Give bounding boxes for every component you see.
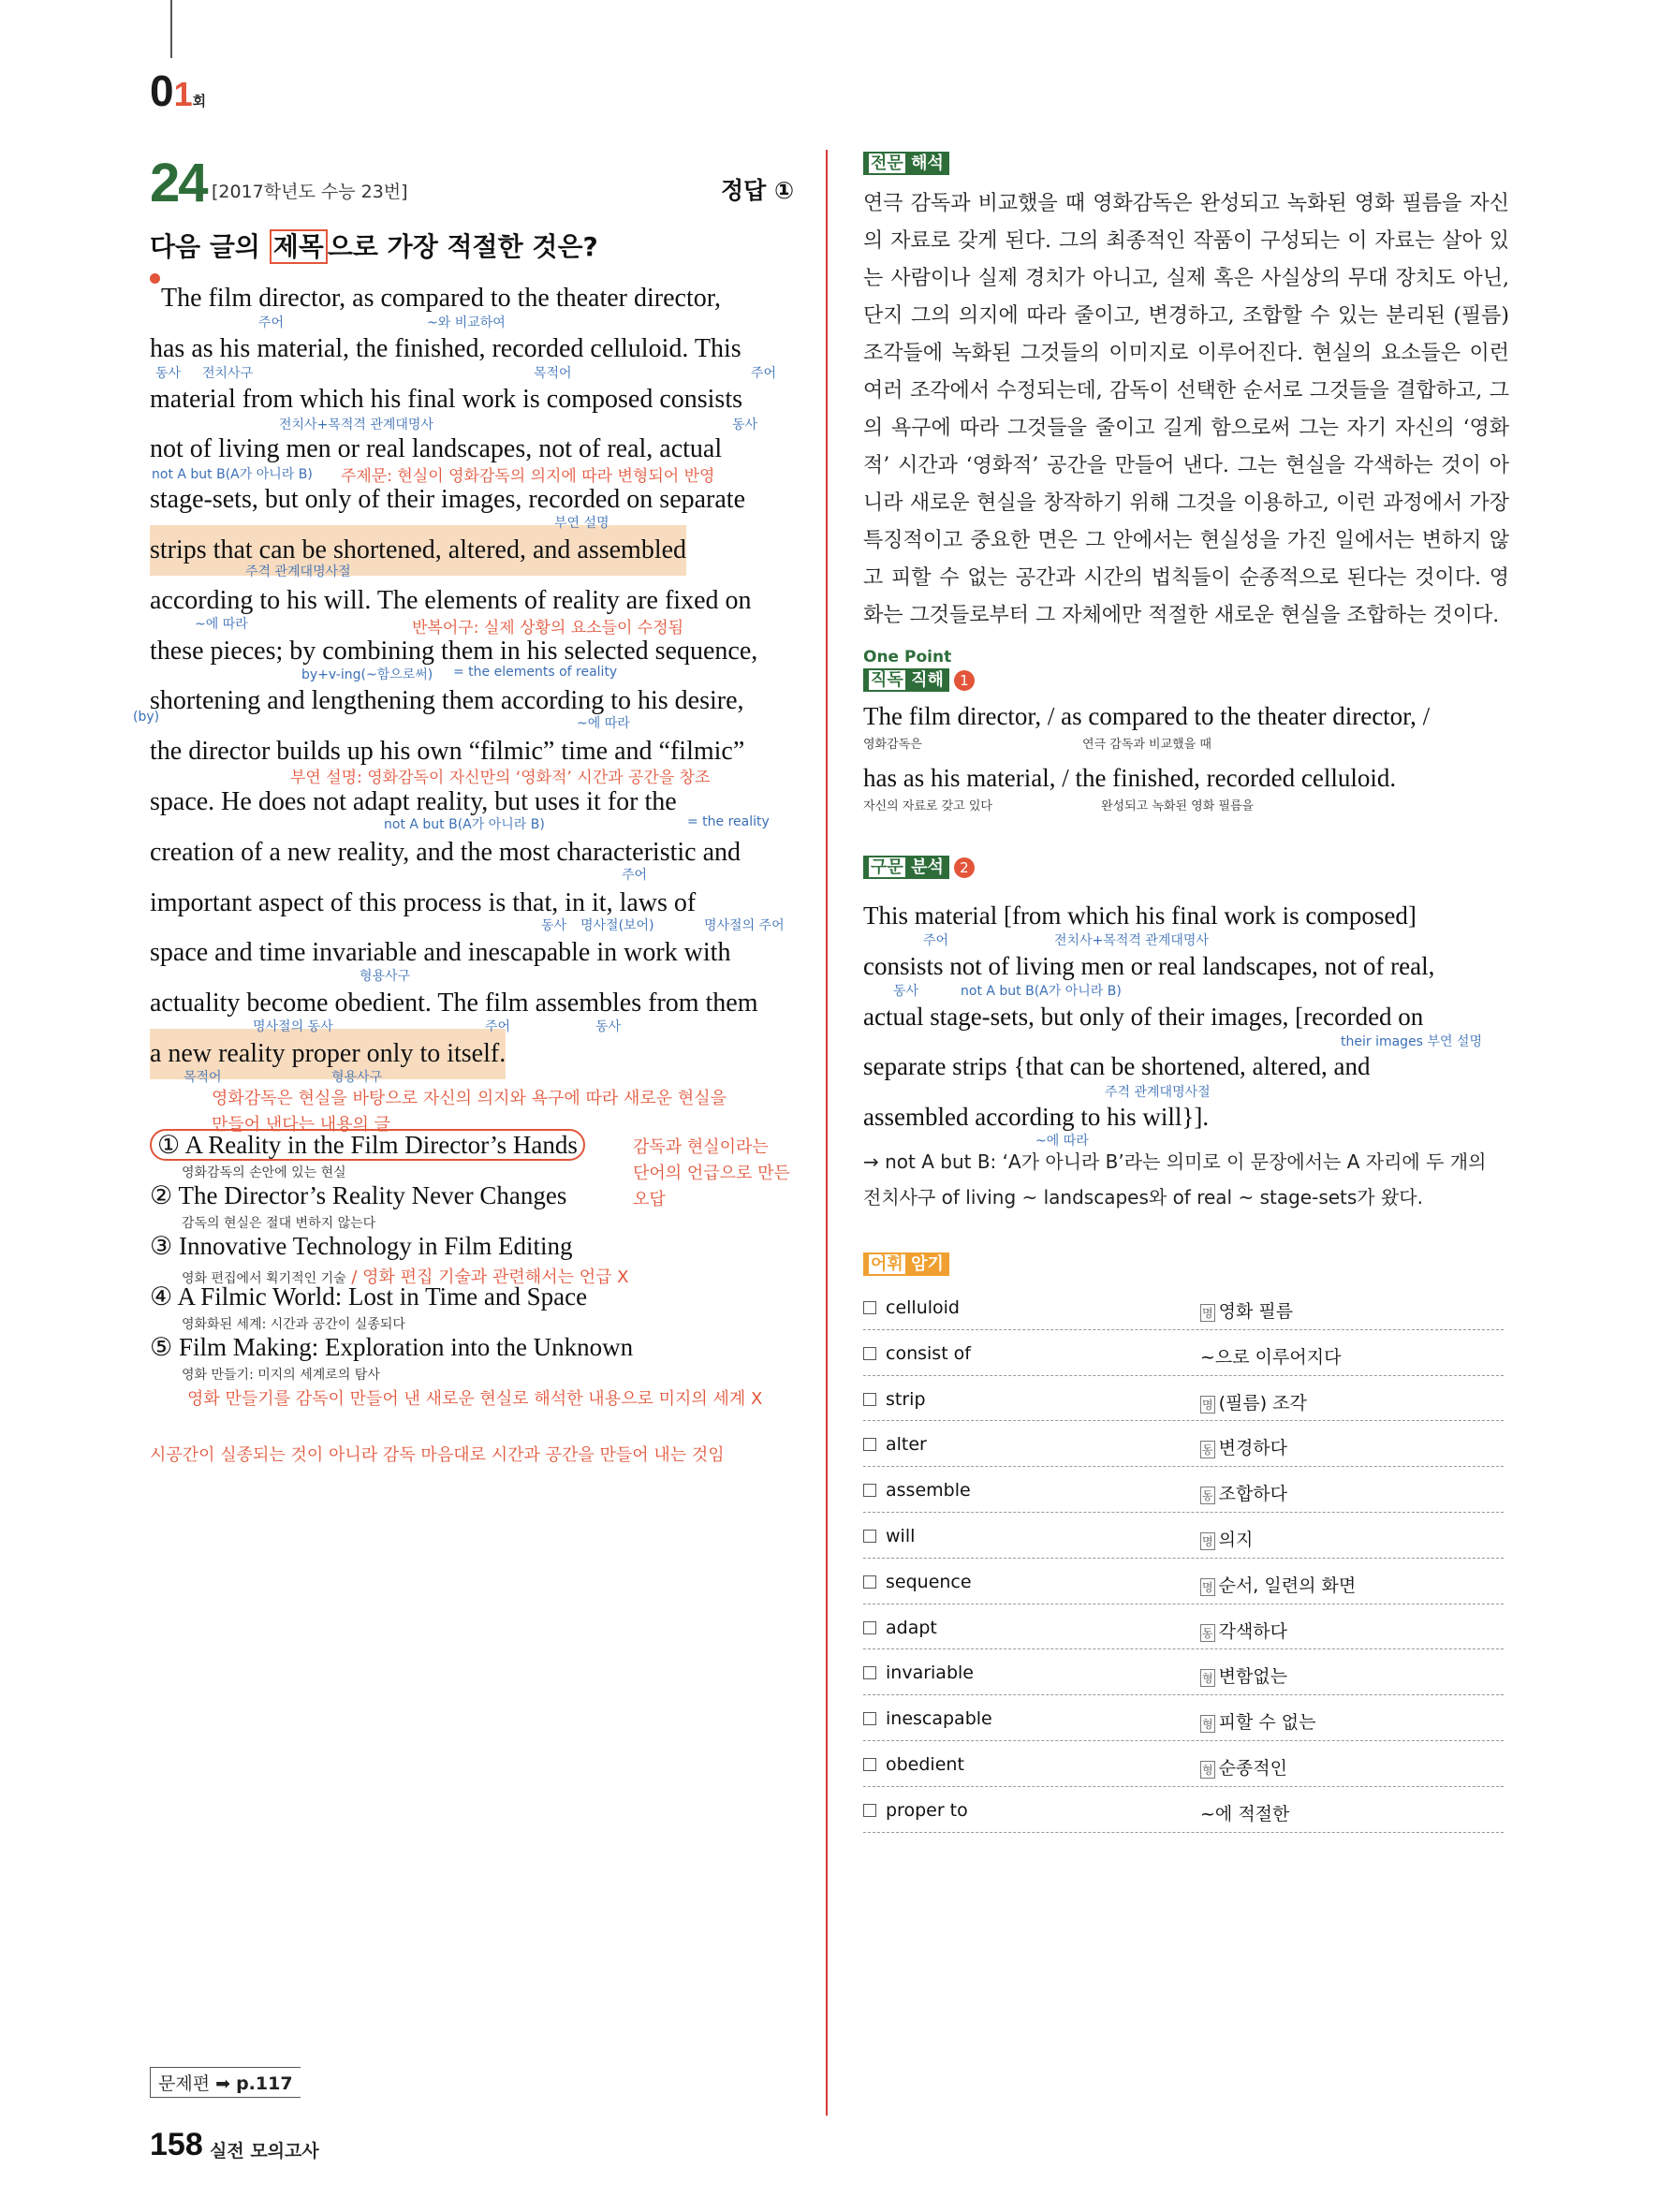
passage-line: creation of a new reality, and the most characteristic and xyxy=(150,837,741,867)
syntax-line: consists not of living men or real landscapes, not of real, xyxy=(863,951,1435,980)
vocab-row[interactable] xyxy=(863,1787,1504,1833)
round-number: 01회 xyxy=(150,66,207,115)
grammar-note: 전치사구 xyxy=(202,366,254,381)
grammar-note: 주어 xyxy=(485,1019,511,1034)
grammar-note: 목적어 xyxy=(534,366,572,381)
vocab-row[interactable] xyxy=(863,1330,1504,1376)
section-label xyxy=(863,668,949,692)
vocab-meaning: 영화 필름 xyxy=(1218,1301,1294,1322)
vocab-word: consist of xyxy=(863,1343,971,1364)
vocab-meaning: (필름) 조각 xyxy=(1218,1392,1307,1414)
question-title: 다음 글의 제목 으로 가장 적절한 것은? xyxy=(150,231,598,262)
page-label: 실전 모의고사 xyxy=(210,2141,319,2161)
part-of-speech-badge: 명 xyxy=(1200,1304,1215,1322)
syntax-label xyxy=(863,854,975,878)
vocab-meaning: 변경하다 xyxy=(1218,1438,1288,1459)
grammar-note: = the reality xyxy=(687,814,770,829)
passage-line: space. He does not adapt reality, but uses it for the xyxy=(150,786,677,816)
distractor-comment-line: 감독과 현실이라는 xyxy=(633,1137,769,1157)
direct-gloss: 영화감독은 xyxy=(863,738,922,752)
grammar-note: 명사절의 주어 xyxy=(704,918,785,933)
vocab-row[interactable] xyxy=(863,1604,1504,1650)
section-label xyxy=(863,152,949,175)
passage-line: according to his will. The elements of reality are fixed on xyxy=(150,585,752,615)
vocab-meaning-wrap xyxy=(1200,1297,1293,1323)
vocab-meaning-wrap xyxy=(1200,1526,1253,1551)
elaboration-comment: 부연 설명: 영화감독이 자신만의 ‘영화적’ 시간과 공간을 창조 xyxy=(290,769,711,787)
direct-gloss: 완성되고 녹화된 영화 필름을 xyxy=(1101,799,1255,813)
grammar-note: 동사 xyxy=(893,984,919,999)
vocab-meaning: 변함없는 xyxy=(1218,1666,1288,1688)
choice4-comment: 시공간이 실종되는 것이 아니라 감독 마음대로 시간과 공간을 만들어 내는 것임 xyxy=(150,1445,725,1465)
distractor-comment xyxy=(633,1135,790,1213)
grammar-note: 동사 xyxy=(541,918,567,933)
vocab-row[interactable] xyxy=(863,1513,1504,1559)
grammar-note: 주어 xyxy=(751,366,777,381)
choice-3[interactable] xyxy=(150,1232,805,1287)
choice-gloss: 영화 만들기: 미지의 세계로의 탐사 xyxy=(182,1368,380,1383)
vocab-meaning-wrap xyxy=(1200,1663,1287,1688)
syntax-explanation: → not A but B: ‘A가 아니라 B’라는 의미로 이 문장에서는 A 자리에 두 개의 전치사구 of living ~ landscapes와 of real ~ stage-sets가 왔다. xyxy=(863,1150,1487,1209)
translation-label xyxy=(863,150,949,174)
vocab-word: invariable xyxy=(863,1663,974,1683)
passage-line: shortening and lengthening them according to his desire, xyxy=(150,686,744,716)
grammar-note: their images 부연 설명 xyxy=(1341,1034,1482,1049)
choice-gloss: 영화화된 세계: 시간과 공간이 실종되다 xyxy=(182,1317,405,1332)
vocab-meaning-wrap xyxy=(1200,1708,1315,1734)
section-label xyxy=(863,1252,949,1276)
grammar-note: 전치사+목적격 관계대명사 xyxy=(279,417,433,432)
repetition-comment: 반복어구: 실제 상황의 요소들이 수정됨 xyxy=(412,619,684,637)
section-label-a: 전문 xyxy=(871,154,903,173)
vocab-word: alter xyxy=(863,1434,927,1455)
syntax-line: actual stage-sets, but only of their images, [recorded on xyxy=(863,1002,1424,1031)
vocab-meaning: ~에 적절한 xyxy=(1200,1803,1290,1824)
vocab-meaning: ~으로 이루어지다 xyxy=(1200,1346,1342,1368)
section-label-b: 분석 xyxy=(911,857,944,877)
column-divider xyxy=(826,150,828,2116)
question-source: [2017학년도 수능 23번] xyxy=(212,182,408,202)
highlighted-text: a new reality proper only to itself. xyxy=(150,1029,506,1079)
grammar-note: 주어 xyxy=(923,933,949,948)
choice5-comment: 영화 만들기를 감독이 만들어 낸 새로운 현실로 해석한 내용으로 미지의 세계 X xyxy=(187,1389,763,1409)
grammar-note: by+v-ing(~함으로써) xyxy=(301,667,433,682)
part-of-speech-badge: 동 xyxy=(1200,1487,1215,1504)
direct-row xyxy=(863,702,1519,764)
vocab-word: assemble xyxy=(863,1480,971,1501)
part-of-speech-badge: 동 xyxy=(1200,1441,1215,1458)
part-of-speech-badge: 동 xyxy=(1200,1624,1215,1642)
grammar-note: not A but B(A가 아니라 B) xyxy=(152,467,313,482)
grammar-note: 명사절의 동사 xyxy=(253,1019,333,1034)
top-rule xyxy=(170,0,172,58)
part-of-speech-badge: 형 xyxy=(1200,1761,1215,1779)
syntax-line: assembled according to his will}]. xyxy=(863,1103,1210,1132)
one-point-label: One Point xyxy=(863,648,952,667)
syntax-line: This material [from which his final work is composed] xyxy=(863,901,1417,930)
passage-line: actuality become obedient. The film assembles from them xyxy=(150,989,758,1018)
vocab-meaning-wrap xyxy=(1200,1389,1307,1414)
vocab-row[interactable] xyxy=(863,1559,1504,1604)
grammar-note: not A but B(A가 아니라 B) xyxy=(961,984,1122,999)
syntax-sentence xyxy=(863,891,1504,1143)
grammar-note: ~에 따라 xyxy=(577,716,630,731)
vocab-row[interactable] xyxy=(863,1284,1504,1330)
grammar-note: 주격 관계대명사절 xyxy=(1105,1085,1211,1100)
section-label xyxy=(863,856,949,879)
direct-reading-label xyxy=(863,667,975,691)
vocab-word: proper to xyxy=(863,1800,968,1821)
choice-4[interactable] xyxy=(150,1282,805,1333)
topic-comment: 주제문: 현실이 영화감독의 의지에 따라 변형되어 반영 xyxy=(341,467,715,486)
vocab-word: strip xyxy=(863,1389,926,1410)
grammar-note: 전치사+목적격 관계대명사 xyxy=(1054,933,1209,948)
answer-label: 정답 ① xyxy=(721,177,795,204)
vocab-meaning: 순서, 일련의 화면 xyxy=(1218,1575,1357,1596)
grammar-note: ~에 따라 xyxy=(195,617,248,632)
passage-text: stage-sets, but only of their images, recorded on separate xyxy=(150,485,746,515)
vocab-row[interactable] xyxy=(863,1376,1504,1422)
choice-comment: / 영화 편집 기술과 관련해서는 언급 X xyxy=(345,1267,629,1287)
choice-gloss: 영화감독의 손안에 있는 현실 xyxy=(182,1165,346,1180)
choice-label: ⑤ Film Making: Exploration into the Unknown xyxy=(150,1333,634,1361)
grammar-note: 주어 xyxy=(622,868,648,883)
syntax-line: separate strips {that can be shortened, altered, and xyxy=(863,1052,1371,1081)
grammar-note: 동사 xyxy=(595,1019,622,1034)
ref-page: p.117 xyxy=(236,2073,293,2094)
grammar-note: ~와 비교하여 xyxy=(427,315,506,330)
vocab-meaning: 의지 xyxy=(1218,1529,1254,1550)
vocab-word: celluloid xyxy=(863,1297,960,1318)
vocab-label xyxy=(863,1251,949,1275)
summary-comment-line: 영화감독은 현실을 바탕으로 자신의 의지와 욕구에 따라 새로운 현실을 xyxy=(212,1089,727,1108)
vocab-row[interactable] xyxy=(863,1695,1504,1741)
choice-label: ④ A Filmic World: Lost in Time and Space xyxy=(150,1282,588,1311)
part-of-speech-badge: 명 xyxy=(1200,1532,1215,1550)
choice-gloss: 감독의 현실은 절대 변하지 않는다 xyxy=(182,1216,376,1231)
choice-5[interactable] xyxy=(150,1333,805,1384)
grammar-note: 동사 xyxy=(155,366,182,381)
passage-line xyxy=(150,1029,788,1079)
part-of-speech-badge: 형 xyxy=(1200,1669,1215,1687)
vocab-word: inescapable xyxy=(863,1708,992,1729)
choice-label: ② The Director’s Reality Never Changes xyxy=(150,1181,567,1209)
distractor-comment-line: 오답 xyxy=(633,1190,666,1209)
vocab-meaning-wrap xyxy=(1200,1572,1356,1597)
grammar-note: 주격 관계대명사절 xyxy=(245,564,351,579)
translation-text: 연극 감독과 비교했을 때 영화감독은 완성되고 녹화된 영화 필름을 자신의 자료로 갖게 된다. 그의 최종적인 작품이 구성되는 이 자료는 살아 있는 사람이나 실제 경치가 아니고, 실제 혹은 사실상의 무대 장치도 아닌, 단지 그의 의지에 따라 줄이고, 변경하고, 조합할 수 있는 분리된 (필름) 조각들에 녹화된 그것들의 이미지로 이루어진다. 현실의 요소들은 이런 여러 조각에서 수정되는데, 감독이 선택한 순서로 그것들을 결합하고, 그의 욕구에 따라 그것들을 줄이고 길게 함으로써 그는 자기 자신의 ‘영화적’ 시간과 ‘영화적’ 공간을 만들어 낸다. 그는 현실을 각색하는 것이 아니라 새로운 현실을 창작하기 위해 그것을 이용하고, 이런 과정에서 가장 특징적이고 중요한 면은 그 안에서는 현실성을 가진 일에서는 변하지 않고 피할 수 없는 공간과 시간의 법칙들이 순종적으로 된다는 것이다. 영화는 그것들로부터 그 자체에만 적절한 새로운 현실을 조합하는 것이다. xyxy=(863,192,1509,627)
vocab-meaning: 순종적인 xyxy=(1218,1757,1288,1779)
vocab-row[interactable] xyxy=(863,1741,1504,1787)
highlighted-text: strips that can be shortened, altered, and assembled xyxy=(150,525,686,576)
passage-line: material from which his final work is composed consists xyxy=(150,384,742,414)
grammar-note: 주어 xyxy=(258,315,285,330)
distractor-comment-line: 단어의 언급으로 만든 xyxy=(633,1164,790,1183)
vocab-list xyxy=(863,1284,1504,1833)
problem-page-ref[interactable] xyxy=(150,2067,301,2098)
summary-comment-line: 만들어 낸다는 내용의 글 xyxy=(212,1115,391,1135)
vocab-row[interactable] xyxy=(863,1421,1504,1467)
passage-line: has as his material, the finished, recorded celluloid. This xyxy=(150,333,741,363)
choice-label: ① A Reality in the Film Director’s Hands xyxy=(150,1129,585,1161)
vocab-meaning-wrap xyxy=(1200,1800,1289,1825)
point-number-icon: 2 xyxy=(954,857,975,878)
vocab-meaning-wrap xyxy=(1200,1343,1341,1369)
direct-gloss: 연극 감독과 비교했을 때 xyxy=(1082,738,1211,752)
passage-line: these pieces; by combining them in his selected sequence, xyxy=(150,636,758,666)
grammar-note: not A but B(A가 아니라 B) xyxy=(384,817,545,832)
choice-label: ③ Innovative Technology in Film Editing xyxy=(150,1232,573,1260)
vocab-meaning-wrap xyxy=(1200,1480,1287,1505)
section-label-b: 직해 xyxy=(911,670,944,690)
vocab-word: obedient xyxy=(863,1754,964,1775)
section-label-a: 직독 xyxy=(871,670,903,690)
vocab-row[interactable] xyxy=(863,1467,1504,1513)
section-label-b: 암기 xyxy=(911,1254,944,1274)
vocab-meaning: 조합하다 xyxy=(1218,1484,1288,1505)
vocab-meaning: 피할 수 없는 xyxy=(1218,1712,1316,1734)
grammar-note: (by) xyxy=(133,710,160,725)
direct-text: has as his material, / the finished, recorded celluloid. xyxy=(863,764,1397,792)
grammar-note: = the elements of reality xyxy=(453,665,618,680)
passage-line: space and time invariable and inescapable in work with xyxy=(150,938,731,968)
part-of-speech-badge: 형 xyxy=(1200,1715,1215,1733)
passage-line: the director builds up his own “filmic” time and “filmic” xyxy=(150,737,745,767)
vocab-row[interactable] xyxy=(863,1649,1504,1695)
direct-gloss: 자신의 자료로 갖고 있다 xyxy=(863,799,992,813)
passage-line: important aspect of this process is that, in it, laws of xyxy=(150,887,697,917)
choice-gloss: 영화 편집에서 획기적인 기술 xyxy=(182,1271,346,1286)
vocab-word: sequence xyxy=(863,1572,972,1592)
vocab-meaning-wrap xyxy=(1200,1434,1287,1459)
grammar-note: 동사 xyxy=(732,417,758,432)
arrow-right-icon: ➡ xyxy=(215,2073,231,2094)
direct-reading xyxy=(863,702,1519,826)
section-label-b: 해석 xyxy=(911,154,944,173)
grammar-note: 형용사구 xyxy=(360,969,411,984)
sentence-marker-icon xyxy=(150,273,160,284)
grammar-note: ~에 따라 xyxy=(1035,1134,1089,1149)
vocab-word: adapt xyxy=(863,1618,937,1638)
ref-label: 문제편 xyxy=(158,2073,211,2094)
passage-line: not of living men or real landscapes, not of real, actual xyxy=(150,434,723,464)
grammar-note: 목적어 xyxy=(184,1070,222,1085)
vocab-meaning-wrap xyxy=(1200,1754,1287,1780)
part-of-speech-badge: 명 xyxy=(1200,1578,1215,1596)
section-label-a: 구문 xyxy=(871,857,903,877)
passage-text: The film director, as compared to the theater director, xyxy=(161,284,721,313)
direct-row xyxy=(863,764,1519,826)
vocab-word: will xyxy=(863,1526,915,1546)
section-label-a: 어휘 xyxy=(871,1254,903,1274)
vocab-meaning: 각색하다 xyxy=(1218,1620,1288,1642)
point-number-icon: 1 xyxy=(954,670,975,691)
direct-text: The film director, / as compared to the theater director, / xyxy=(863,702,1431,730)
vocab-meaning-wrap xyxy=(1200,1618,1287,1643)
grammar-note: 부연 설명 xyxy=(554,516,609,531)
grammar-note: 형용사구 xyxy=(331,1070,383,1085)
question-number: 24 xyxy=(150,153,207,213)
grammar-note: 명사절(보어) xyxy=(580,918,654,933)
page-number: 158 xyxy=(150,2127,203,2162)
part-of-speech-badge: 명 xyxy=(1200,1396,1215,1414)
